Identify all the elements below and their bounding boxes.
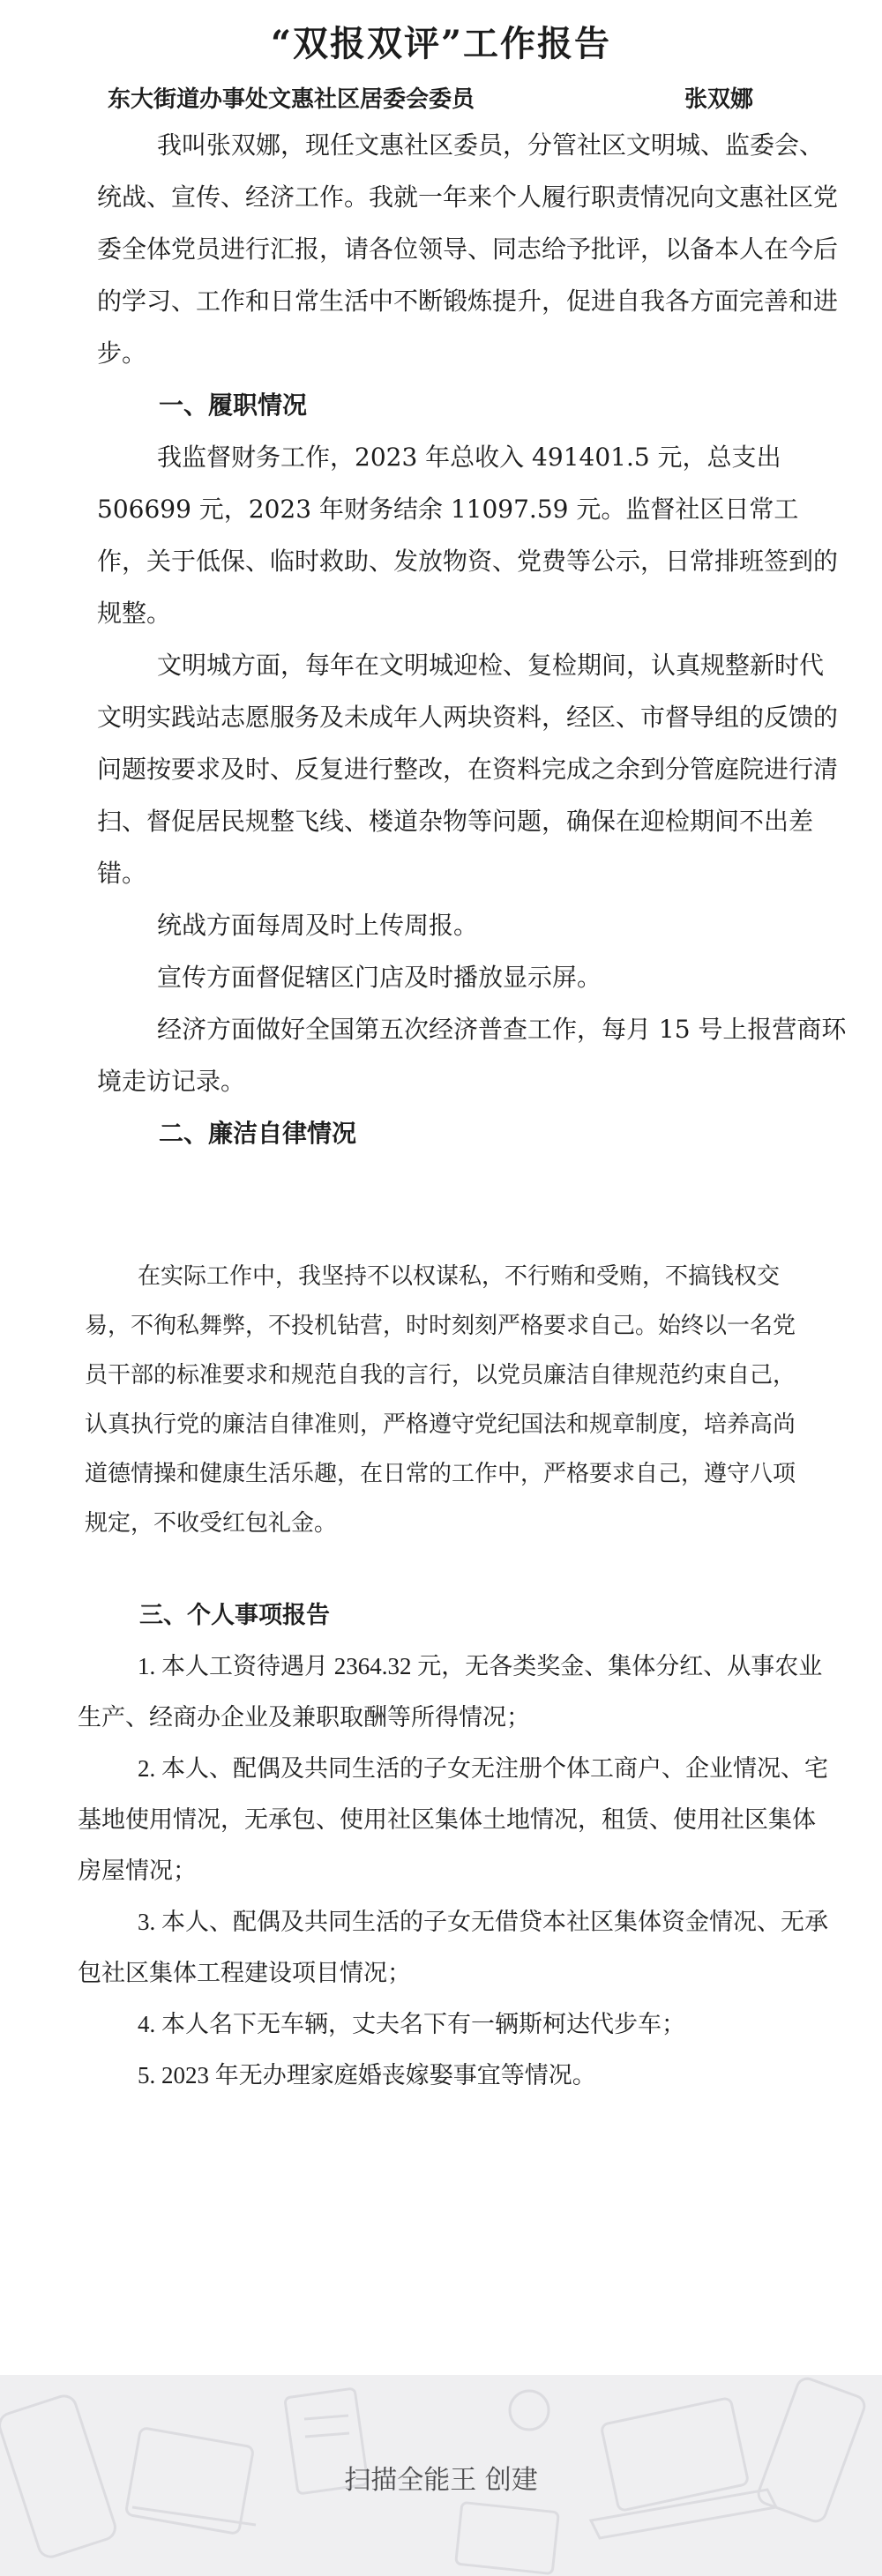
duty-paragraph-civilization: 文明城方面，每年在文明城迎检、复检期间，认真规整新时代文明实践站志愿服务及未成年人两块资料，经区、市督导组的反馈的问题按要求及时、反复进行整改，在资料完成之余到分管庭院进行清扫、督促居民规整飞线、楼道杂物等问题，确保在迎检期间不出差错。: [97, 651, 839, 888]
section-heading-duty: 一、履职情况: [159, 391, 308, 420]
personal-item-2: 2. 本人、配偶及共同生活的子女无注册个体工商户、企业情况、宅基地使用情况，无承包、使用社区集体土地情况，租赁、使用社区集体房屋情况；: [78, 1755, 828, 1884]
report-body-part-3: [78, 1590, 836, 2101]
author-name: 张双娜: [684, 86, 754, 113]
personal-item-3: 3. 本人、配偶及共同生活的子女无借贷本社区集体资金情况、无承包社区集体工程建设项目情况；: [78, 1909, 828, 1986]
personal-item-4: 4. 本人名下无车辆，丈夫名下有一辆斯柯达代步车；: [138, 2011, 685, 2037]
report-body-part-2: [85, 1252, 799, 1548]
scanner-watermark-footer: [0, 2375, 882, 2576]
section-heading-personal-matters: 三、个人事项报告: [139, 1602, 330, 1628]
intro-paragraph: 我叫张双娜，现任文惠社区委员，分管社区文明城、监委会、统战、宣传、经济工作。我就一年来个人履行职责情况向文惠社区党委全体党员进行汇报，请各位领导、同志给予批评，以备本人在今后的学习、工作和日常生活中不断锻炼提升，促进自我各方面完善和进步。: [97, 130, 839, 368]
personal-item-5: 5. 2023 年无办理家庭婚丧嫁娶事宜等情况。: [138, 2062, 596, 2088]
duty-paragraph-finance: 我监督财务工作，2023 年总收入 491401.5 元，总支出 506699 元，2023 年财务结余 11097.59 元。监督社区日常工作，关于低保、临时救助、发放物资、党费等公示，日常排班签到的规整。: [97, 443, 839, 628]
organization-line: 东大街道办事处文惠社区居委会委员: [108, 86, 475, 113]
duty-paragraph-publicity: 宣传方面督促辖区门店及时播放显示屏。: [157, 963, 602, 992]
personal-item-1: 1. 本人工资待遇月 2364.32 元，无各类奖金、集体分红、从事农业生产、经商办企业及兼职取酬等所得情况；: [78, 1653, 823, 1731]
duty-paragraph-economy: 经济方面做好全国第五次经济普查工作，每月 15 号上报营商环境走访记录。: [97, 1015, 847, 1096]
document-title: “双报双评”工作报告: [270, 23, 611, 64]
section-heading-integrity: 二、廉洁自律情况: [159, 1119, 357, 1148]
report-body-part-1: [97, 119, 847, 1159]
integrity-paragraph: 在实际工作中，我坚持不以权谋私，不行贿和受贿，不搞钱权交易，不徇私舞弊，不投机钻营，时时刻刻严格要求自己。始终以一名党员干部的标准要求和规范自我的言行，以党员廉洁自律规范约束自己，认真执行党的廉洁自律准则，严格遵守党纪国法和规章制度，培养高尚道德情操和健康生活乐趣，在日常的工作中，严格要求自己，遵守八项规定，不收受红包礼金。: [85, 1263, 796, 1537]
duty-paragraph-united-front: 统战方面每周及时上传周报。: [157, 911, 479, 940]
watermark-text: 扫描全能王 创建: [344, 2465, 538, 2496]
